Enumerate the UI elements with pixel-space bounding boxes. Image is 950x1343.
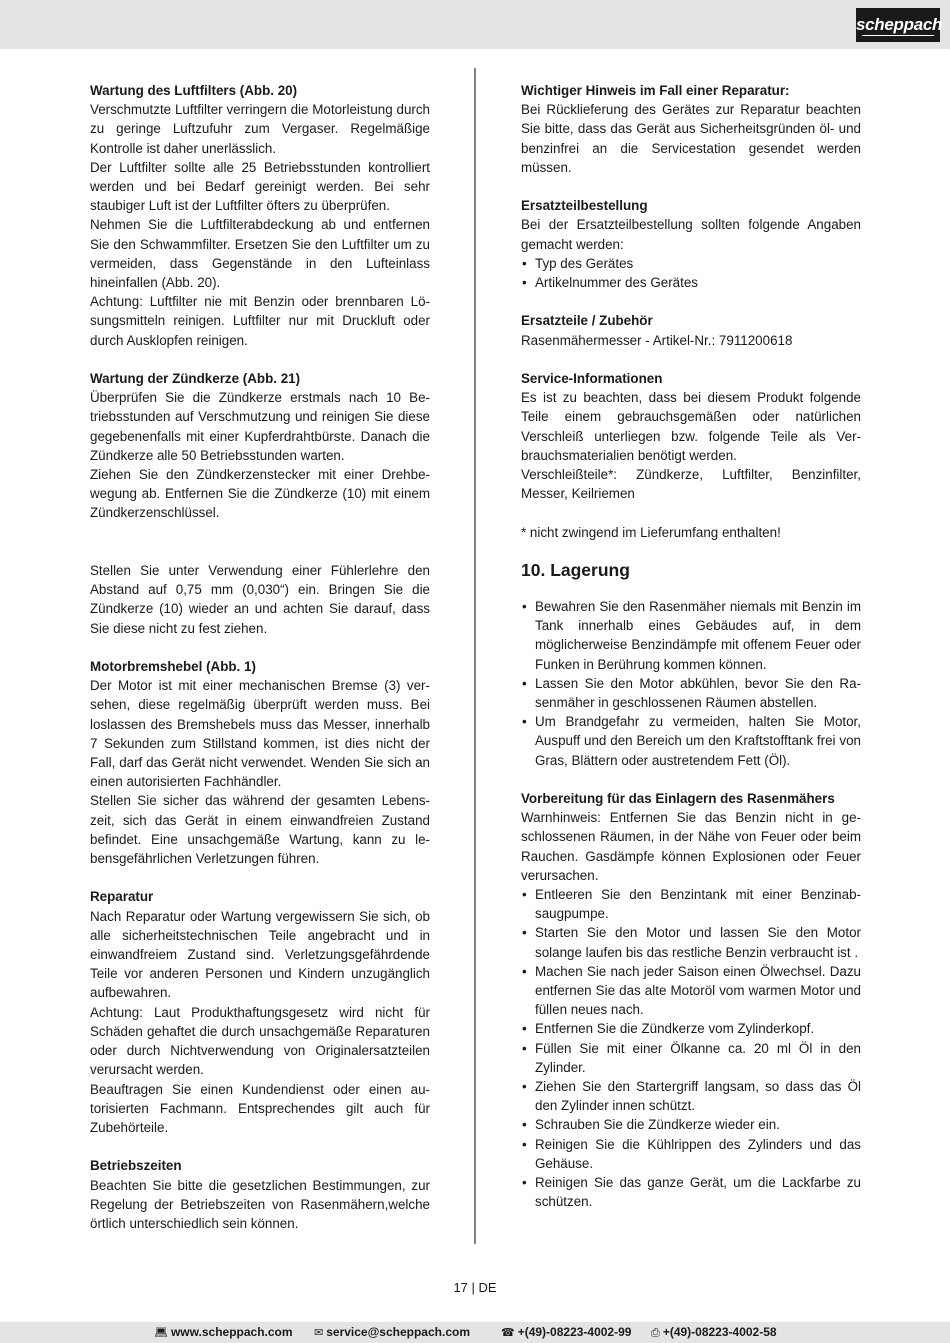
section-luftfilter [90, 81, 430, 350]
footer-email-text: service@scheppach.com [326, 1325, 470, 1339]
section-betriebszeiten [90, 1156, 430, 1233]
section-service-informationen [521, 369, 861, 503]
section-reparatur [90, 887, 430, 1137]
header-bar [0, 0, 950, 49]
section-ersatzteilbestellung [521, 196, 861, 292]
section-einlagern [521, 789, 861, 1211]
footer-fax-text: +(49)-08223-4002-58 [662, 1325, 777, 1339]
list-item: • Schrauben Sie die Zündkerze wieder ein. [521, 1115, 861, 1134]
paragraph: Achtung: Laut Produkthaftungsgesetz wird nicht für Schäden gehaftet die durch unsachgemäße Reparaturen oder durch Nichtverwendung von Originalersatzteilen verursacht werden. [90, 1004, 430, 1078]
section-fuehlerlehre [90, 561, 430, 638]
paragraph: Verschleißteile*: Zündkerze, Luftfilter, Benzinfilter, Messer, Keilriemen [521, 467, 861, 502]
section-heading: Ersatzteilbestellung [521, 198, 648, 214]
left-column [90, 81, 430, 1233]
footer-fax [651, 1322, 777, 1343]
list-item: • Lassen Sie den Motor abkühlen, bevor Sie den Rasenmäher in geschlossenen Räumen abstellen. [521, 674, 861, 712]
paragraph: Bei der Ersatzteilbestellung sollten folgende Angaben gemacht werden: [521, 217, 861, 252]
list-item: • Bewahren Sie den Rasenmäher niemals mit Benzin im Tank innerhalb eines Gebäudes auf, in dem möglicherweise Benzindämpfe mit offenem Feuer oder Funken in Berührung kommen können. [521, 597, 861, 674]
paragraph: Nach Reparatur oder Wartung vergewissern Sie sich, ob alle sicherheitstechnischen Teile angebracht und in einwandfreiem Zustand sind. Verletzungsgefährdende Teile vor anderen Personen und Kindern unzugänglich aufbewahren. [90, 908, 430, 1001]
paragraph: Der Motor ist mit einer mechanischen Bremse (3) versehen, diese regelmäßig überprüft werden muss. Bei loslassen des Bremshebels muss das Messer, innerhalb 7 Sekunden zum Stillstand kommen, ist dies nicht der Fall, darf das Gerät nicht verwendet. Wenden Sie sich an einen autorisierten Fachhändler. [90, 678, 430, 790]
list-item: • Füllen Sie mit einer Ölkanne ca. 20 ml Öl in den Zylinder. [521, 1039, 861, 1077]
footer-bar [0, 1322, 950, 1343]
scheppach-logo: scheppach [856, 8, 940, 42]
section-heading: Wartung des Luftfilters (Abb. 20) [90, 83, 298, 98]
paragraph: Beauftragen Sie einen Kundendienst oder einen autorisierten Fachmann. Entsprechendes gilt auch für Zubehörteile. [90, 1081, 430, 1135]
list-item: • Starten Sie den Motor und lassen Sie den Motor solange laufen bis das restliche Benzin verbraucht ist . [521, 923, 861, 961]
right-column [521, 81, 861, 1211]
chapter-heading: 10. Lagerung [521, 560, 630, 580]
footer-email[interactable] [314, 1322, 470, 1343]
list-item: • Reinigen Sie das ganze Gerät, um die Lackfarbe zu schützen. [521, 1173, 861, 1211]
paragraph: Warnhinweis: Entfernen Sie das Benzin nicht in geschlossenen Räumen, in der Nähe von Feuer oder beim Rauchen. Gasdämpfe können Explosionen oder Feuer verursachen. [521, 810, 861, 883]
fax-icon: ⎙ [651, 1327, 660, 1339]
section-heading: Motorbremshebel (Abb. 1) [90, 659, 256, 675]
computer-icon: 💻︎ [154, 1327, 168, 1339]
list-item: • Machen Sie nach jeder Saison einen Ölwechsel. Dazu entfernen Sie das alte Motoröl vom warmen Motor und füllen neues nach. [521, 962, 861, 1020]
paragraph: Es ist zu beachten, dass bei diesem Produkt folgende Teile einem gebrauchsgemäßen oder natürlichen Verschleiß unterliegen bzw. folgende Teile als Verbrauchsmaterialien benötigt werden. [521, 390, 861, 463]
paragraph: Stellen Sie unter Verwendung einer Fühlerlehre den Abstand auf 0,75 mm (0,030“) ein. Bringen Sie die Zündkerze (10) wieder an und achten Sie darauf, dass Sie diese nicht zu fest ziehen. [90, 563, 430, 636]
section-motorbremshebel [90, 657, 430, 868]
column-divider [474, 68, 476, 1244]
list-item: • Entleeren Sie den Benzintank mit einer Benzinabsaugpumpe. [521, 885, 861, 923]
list-item: • Reinigen Sie die Kühlrippen des Zylinders und das Gehäuse. [521, 1135, 861, 1173]
paragraph: Rasenmähermesser - Artikel-Nr.: 7911200618 [521, 332, 793, 348]
footer-phone-text: +(49)-08223-4002-99 [517, 1325, 632, 1339]
envelope-icon: ✉︎ [314, 1327, 324, 1339]
paragraph: Bei Rücklieferung des Gerätes zur Reparatur beachten Sie bitte, dass das Gerät aus Sicherheitsgründen öl- und benzinfrei an die Servicestation gesendet werden müssen. [521, 102, 861, 175]
list-item: • Ziehen Sie den Startergriff langsam, so dass das Öl den Zylinder innen schützt. [521, 1077, 861, 1115]
paragraph: Stellen Sie sicher das während der gesamten Lebenszeit, sich das Gerät in einem einwandfreien Zustand befindet. Eine unsachgemäße Wartung, kann zu lebensgefährlichen Verletzungen führen. [90, 793, 430, 867]
spacer [90, 523, 430, 561]
bullet-list [521, 254, 861, 292]
paragraph: Ziehen Sie den Zündkerzenstecker mit einer Drehbewegung ab. Entfernen Sie die Zündkerze (10) mit einem Zündkerzenschlüssel. [90, 467, 430, 521]
list-item: • Entfernen Sie die Zündkerze vom Zylinderkopf. [521, 1019, 861, 1038]
list-item: • Typ des Gerätes [521, 254, 861, 273]
footer-phone [501, 1322, 631, 1343]
paragraph: Nehmen Sie die Luftfilterabdeckung ab und entfernen Sie den Schwammfilter. Ersetzen Sie den Luftfilter um zu vermeiden, dass Gegenstände in den Lufteinlass hineinfallen (Abb. 20). [90, 217, 430, 291]
section-heading: Service-Informationen [521, 371, 663, 386]
section-heading: Vorbereitung für das Einlagern des Rasenmähers [521, 791, 835, 807]
paragraph: Verschmutzte Luftfilter verringern die Motorleistung durch zu geringe Luftzufuhr zum Vergaser. Regelmäßige Kontrolle ist daher unerlässlich. [90, 102, 430, 156]
section-heading: Ersatzteile / Zubehör [521, 313, 653, 329]
footer-web[interactable] [154, 1322, 293, 1343]
paragraph: Achtung: Luftfilter nie mit Benzin oder brennbaren Lösungsmitteln reinigen. Luftfilter nur mit Druckluft oder durch Ausklopfen reinigen. [90, 294, 430, 348]
phone-icon: ☎︎ [501, 1327, 515, 1339]
section-ersatzteile-zubehoer [521, 311, 861, 349]
section-zuendkerze [90, 369, 430, 523]
section-reparatur-hinweis [521, 81, 861, 177]
paragraph: Überprüfen Sie die Zündkerze erstmals nach 10 Betriebsstunden auf Verschmutzung und reinigen Sie diese gegebenenfalls mit einer Kupferdrahtbürste. Danach die Zündkerze alle 50 Betriebsstunden warten. [90, 390, 430, 463]
footnote: * nicht zwingend im Lieferumfang enthalten! [521, 524, 781, 540]
section-heading: Reparatur [90, 889, 154, 905]
list-item: • Um Brandgefahr zu vermeiden, halten Sie Motor, Auspuff und den Bereich um den Kraftstofftank frei von Gras, Blättern oder austretendem Fett (Öl). [521, 712, 861, 770]
section-heading: Betriebszeiten [90, 1158, 182, 1174]
bullet-list [521, 597, 861, 770]
section-heading: Wartung der Zündkerze (Abb. 21) [90, 371, 301, 387]
footer-web-text: www.scheppach.com [170, 1325, 293, 1339]
bullet-list [521, 885, 861, 1211]
list-item: • Artikelnummer des Gerätes [521, 273, 861, 292]
paragraph: Der Luftfilter sollte alle 25 Betriebsstunden kontrolliert werden und bei Bedarf gereinigt werden. Bei sehr staubiger Luft ist der Luftfilter öfters zu überprüfen. [90, 159, 430, 214]
paragraph: Beachten Sie bitte die gesetzlichen Bestimmungen, zur Regelung der Betriebszeiten von Rasenmähern,welche örtlich unterschiedlich sein können. [90, 1177, 430, 1231]
page-number: 17 | DE [453, 1280, 497, 1295]
section-heading: Wichtiger Hinweis im Fall einer Reparatur: [521, 83, 790, 98]
